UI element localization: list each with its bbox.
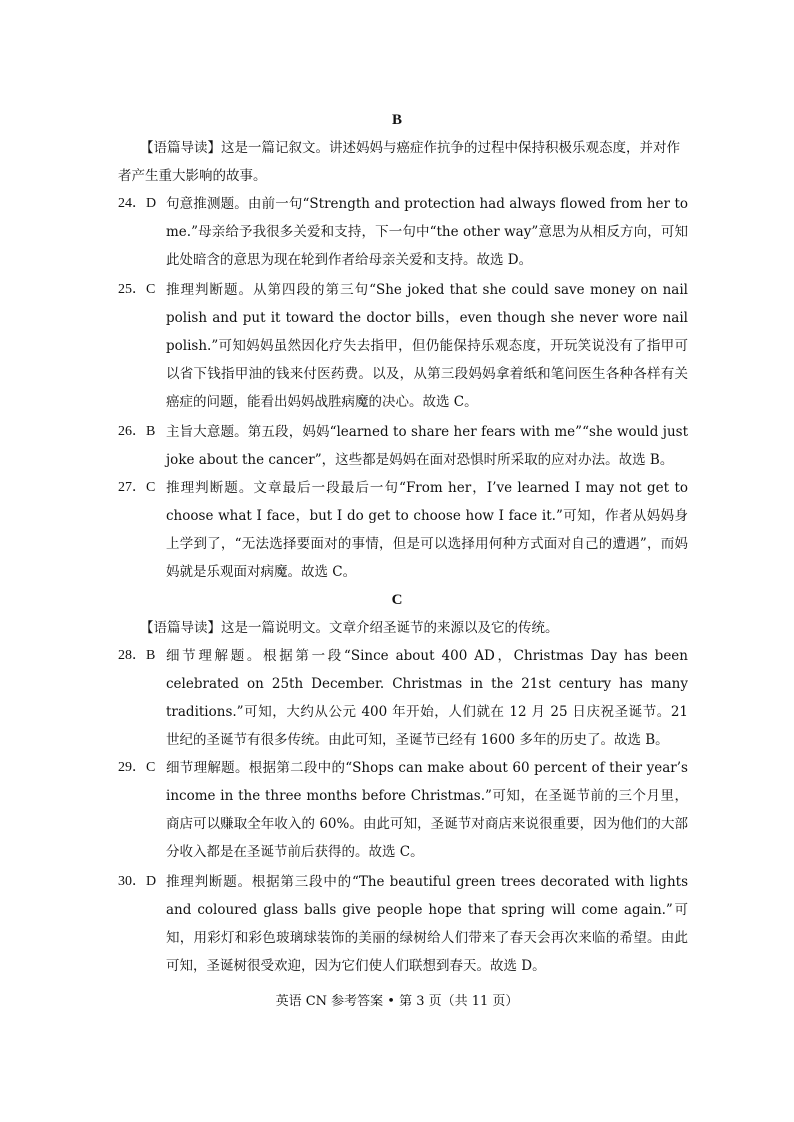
answer-number: 26．B (118, 424, 156, 439)
answer-number: 29．C (118, 760, 156, 775)
answer-explanation: 推理判断题。根据第三段中的“The beautiful green trees decorated with lights and coloured glass balls give people hope that spring will come again.”可知，用彩灯和彩色玻璃球装饰的美丽的绿树给人们带来了春天会再次来临的希望。由此可知，圣诞树很受欢迎，因为它们使人们联想到春天。故选 D。 (166, 874, 688, 974)
answer-explanation: 句意推测题。由前一句“Strength and protection had always flowed from her to me.”母亲给予我很多关爱和支持，下一句中“the other way”意思为从相反方向，可知此处暗含的意思为现在轮到作者给母亲关爱和支持。故选 D。 (166, 196, 688, 268)
answer-item-26 (118, 418, 688, 474)
answer-item-28 (118, 642, 688, 754)
answer-number: 28．B (118, 648, 156, 663)
section-b-title: B (391, 112, 402, 128)
answer-item-29 (118, 754, 688, 866)
answer-item-24 (118, 190, 688, 274)
answer-number: 25．C (118, 282, 156, 297)
answer-explanation: 细节理解题。根据第一段“Since about 400 AD，Christmas Day has been celebrated on 25th December. Christmas in the 21st century has many traditions.”可知，大约从公元 400 年开始，人们就在 12 月 25 日庆祝圣诞节。21 世纪的圣诞节有很多传统。由此可知，圣诞节已经有 1600 多年的历史了。故选 B。 (166, 648, 688, 748)
answer-number: 24．D (118, 196, 157, 211)
answer-number: 27．C (118, 480, 156, 495)
section-c-title: C (391, 592, 403, 608)
section-b-intro: 【语篇导读】这是一篇记叙文。讲述妈妈与癌症作抗争的过程中保持积极乐观态度，并对作者产生重大影响的故事。 (118, 140, 680, 184)
answer-explanation: 主旨大意题。第五段，妈妈“learned to share her fears with me”“she would just joke about the cancer”，这些都是妈妈在面对恐惧时所采取的应对办法。故选 B。 (166, 424, 688, 468)
section-c-intro: 【语篇导读】这是一篇说明文。文章介绍圣诞节的来源以及它的传统。 (140, 620, 559, 636)
answer-explanation: 细节理解题。根据第二段中的“Shops can make about 60 percent of their year’s income in the three months before Christmas.”可知，在圣诞节前的三个月里，商店可以赚取全年收入的 60%。由此可知，圣诞节对商店来说很重要，因为他们的大部分收入都是在圣诞节前后获得的。故选 C。 (166, 760, 688, 860)
answer-number: 30．D (118, 874, 157, 889)
answer-item-30 (118, 868, 688, 980)
answer-item-27 (118, 474, 688, 586)
answer-explanation: 推理判断题。文章最后一段最后一句“From her，I’ve learned I may not get to choose what I face，but I do get to choose how I face it.”可知，作者从妈妈身上学到了，“无法选择要面对的事情，但是可以选择用何种方式面对自己的遭遇”，而妈妈就是乐观面对病魔。故选 C。 (166, 480, 688, 580)
answer-item-25 (118, 276, 688, 416)
page-footer: 英语 CN 参考答案 • 第 3 页（共 11 页） (275, 994, 519, 1009)
answer-explanation: 推理判断题。从第四段的第三句“She joked that she could save money on nail polish and put it toward the doctor bills，even though she never wore nail polish.”可知妈妈虽然因化疗失去指甲，但仍能保持乐观态度，开玩笑说没有了指甲可以省下钱指甲油的钱来付医药费。以及，从第三段妈妈拿着纸和笔问医生各种各样有关癌症的问题，能看出妈妈战胜病魔的决心。故选 C。 (166, 282, 688, 410)
